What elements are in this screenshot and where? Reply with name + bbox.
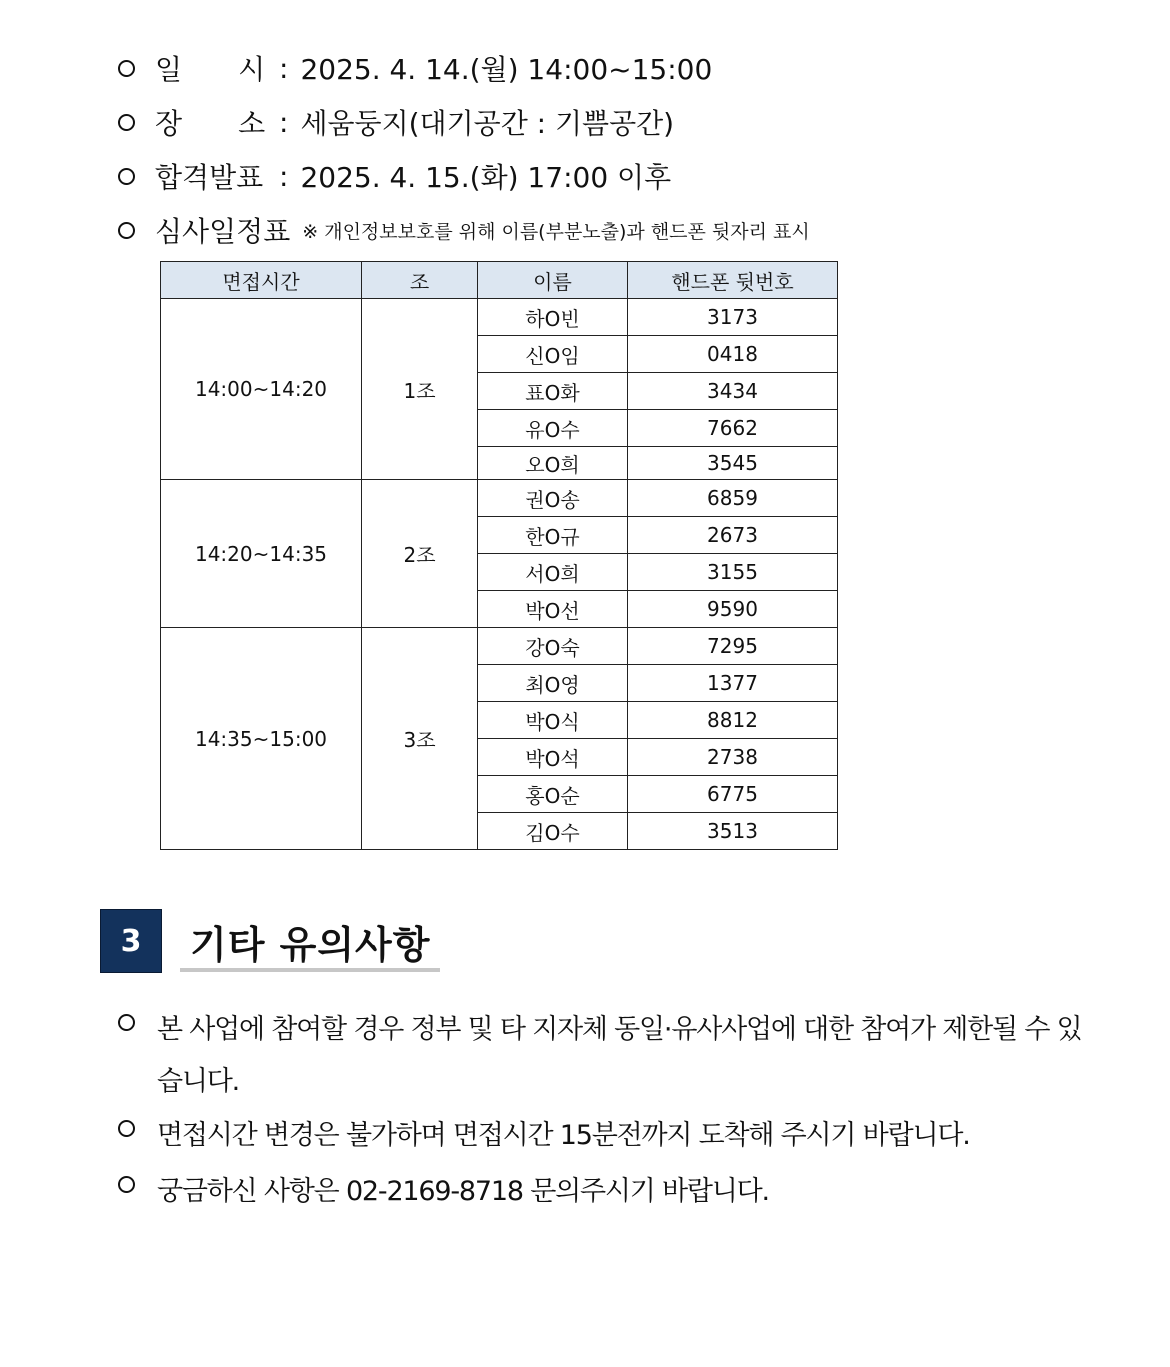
name-cell: 박O식 <box>478 702 628 739</box>
group-cell: 2조 <box>362 480 478 628</box>
info-schedule-row <box>118 210 810 250</box>
place-label: 장 소 <box>155 107 266 140</box>
header-phone: 핸드폰 뒷번호 <box>628 262 838 299</box>
table-row <box>161 628 838 665</box>
phone-cell: 6859 <box>628 480 838 517</box>
notice-item-2 <box>118 1110 970 1162</box>
notice-1-line2: 습니다. <box>157 1066 240 1097</box>
name-cell: 서O희 <box>478 554 628 591</box>
group-cell: 1조 <box>362 299 478 480</box>
phone-cell: 3434 <box>628 373 838 410</box>
time-cell: 14:20~14:35 <box>161 480 362 628</box>
notice-item-1 <box>118 1004 1081 1108</box>
phone-cell: 3173 <box>628 299 838 336</box>
date-label: 일 시 <box>155 53 266 86</box>
name-cell: 하O빈 <box>478 299 628 336</box>
name-cell: 김O수 <box>478 813 628 850</box>
phone-cell: 7295 <box>628 628 838 665</box>
info-place-row: 장 소 : 세움둥지(대기공간 : 기쁨공간) <box>118 102 674 142</box>
phone-cell: 7662 <box>628 410 838 447</box>
bullet-circle-icon <box>118 168 135 185</box>
table-row <box>161 480 838 517</box>
header-group: 조 <box>362 262 478 299</box>
notice-1-line1: 본 사업에 참여할 경우 정부 및 타 지자체 동일·유사사업에 대한 참여가 제한될 수 있 <box>157 1014 1082 1045</box>
header-name: 이름 <box>478 262 628 299</box>
name-cell: 신O임 <box>478 336 628 373</box>
name-cell: 최O영 <box>478 665 628 702</box>
phone-cell: 8812 <box>628 702 838 739</box>
place-value: 세움둥지(대기공간 : 기쁨공간) <box>300 107 675 140</box>
bullet-circle-icon <box>118 60 135 77</box>
phone-cell: 2673 <box>628 517 838 554</box>
phone-cell: 0418 <box>628 336 838 373</box>
name-cell: 권O송 <box>478 480 628 517</box>
bullet-circle-icon <box>118 1014 135 1031</box>
name-cell: 오O희 <box>478 447 628 480</box>
result-value: 2025. 4. 15.(화) 17:00 이후 <box>300 161 672 194</box>
name-cell: 유O수 <box>478 410 628 447</box>
phone-cell: 3513 <box>628 813 838 850</box>
name-cell: 박O석 <box>478 739 628 776</box>
section-title: 기타 유의사항 <box>190 923 431 967</box>
name-cell: 표O화 <box>478 373 628 410</box>
phone-cell: 3155 <box>628 554 838 591</box>
info-result-row: 합격발표 : 2025. 4. 15.(화) 17:00 이후 <box>118 156 671 196</box>
name-cell: 강O숙 <box>478 628 628 665</box>
header-time: 면접시간 <box>161 262 362 299</box>
bullet-circle-icon <box>118 1176 135 1193</box>
notice-item-3 <box>118 1166 769 1218</box>
date-value: 2025. 4. 14.(월) 14:00~15:00 <box>300 53 713 86</box>
name-cell: 한O규 <box>478 517 628 554</box>
phone-cell: 3545 <box>628 447 838 480</box>
name-cell: 박O선 <box>478 591 628 628</box>
group-cell: 3조 <box>362 628 478 850</box>
schedule-note: ※ 개인정보보호를 위해 이름(부분노출)과 핸드폰 뒷자리 표시 <box>302 220 810 243</box>
table-row <box>161 299 838 336</box>
phone-cell: 6775 <box>628 776 838 813</box>
phone-cell: 9590 <box>628 591 838 628</box>
notice-2-text: 면접시간 변경은 불가하며 면접시간 15분전까지 도착해 주시기 바랍니다. <box>157 1120 970 1151</box>
name-cell: 홍O순 <box>478 776 628 813</box>
phone-cell: 1377 <box>628 665 838 702</box>
bullet-circle-icon <box>118 222 135 239</box>
schedule-table <box>160 261 838 850</box>
notice-3-text: 궁금하신 사항은 02-2169-8718 문의주시기 바랍니다. <box>157 1176 769 1207</box>
table-header-row <box>161 262 838 299</box>
result-label: 합격발표 <box>155 161 264 194</box>
phone-cell: 2738 <box>628 739 838 776</box>
schedule-label: 심사일정표 <box>155 215 291 248</box>
time-cell: 14:35~15:00 <box>161 628 362 850</box>
time-cell: 14:00~14:20 <box>161 299 362 480</box>
section-number-badge: 3 <box>100 909 162 973</box>
bullet-circle-icon <box>118 1120 135 1137</box>
section-title-underline <box>180 968 440 972</box>
bullet-circle-icon <box>118 114 135 131</box>
info-date-row: 일 시 : 2025. 4. 14.(월) 14:00~15:00 <box>118 48 712 88</box>
